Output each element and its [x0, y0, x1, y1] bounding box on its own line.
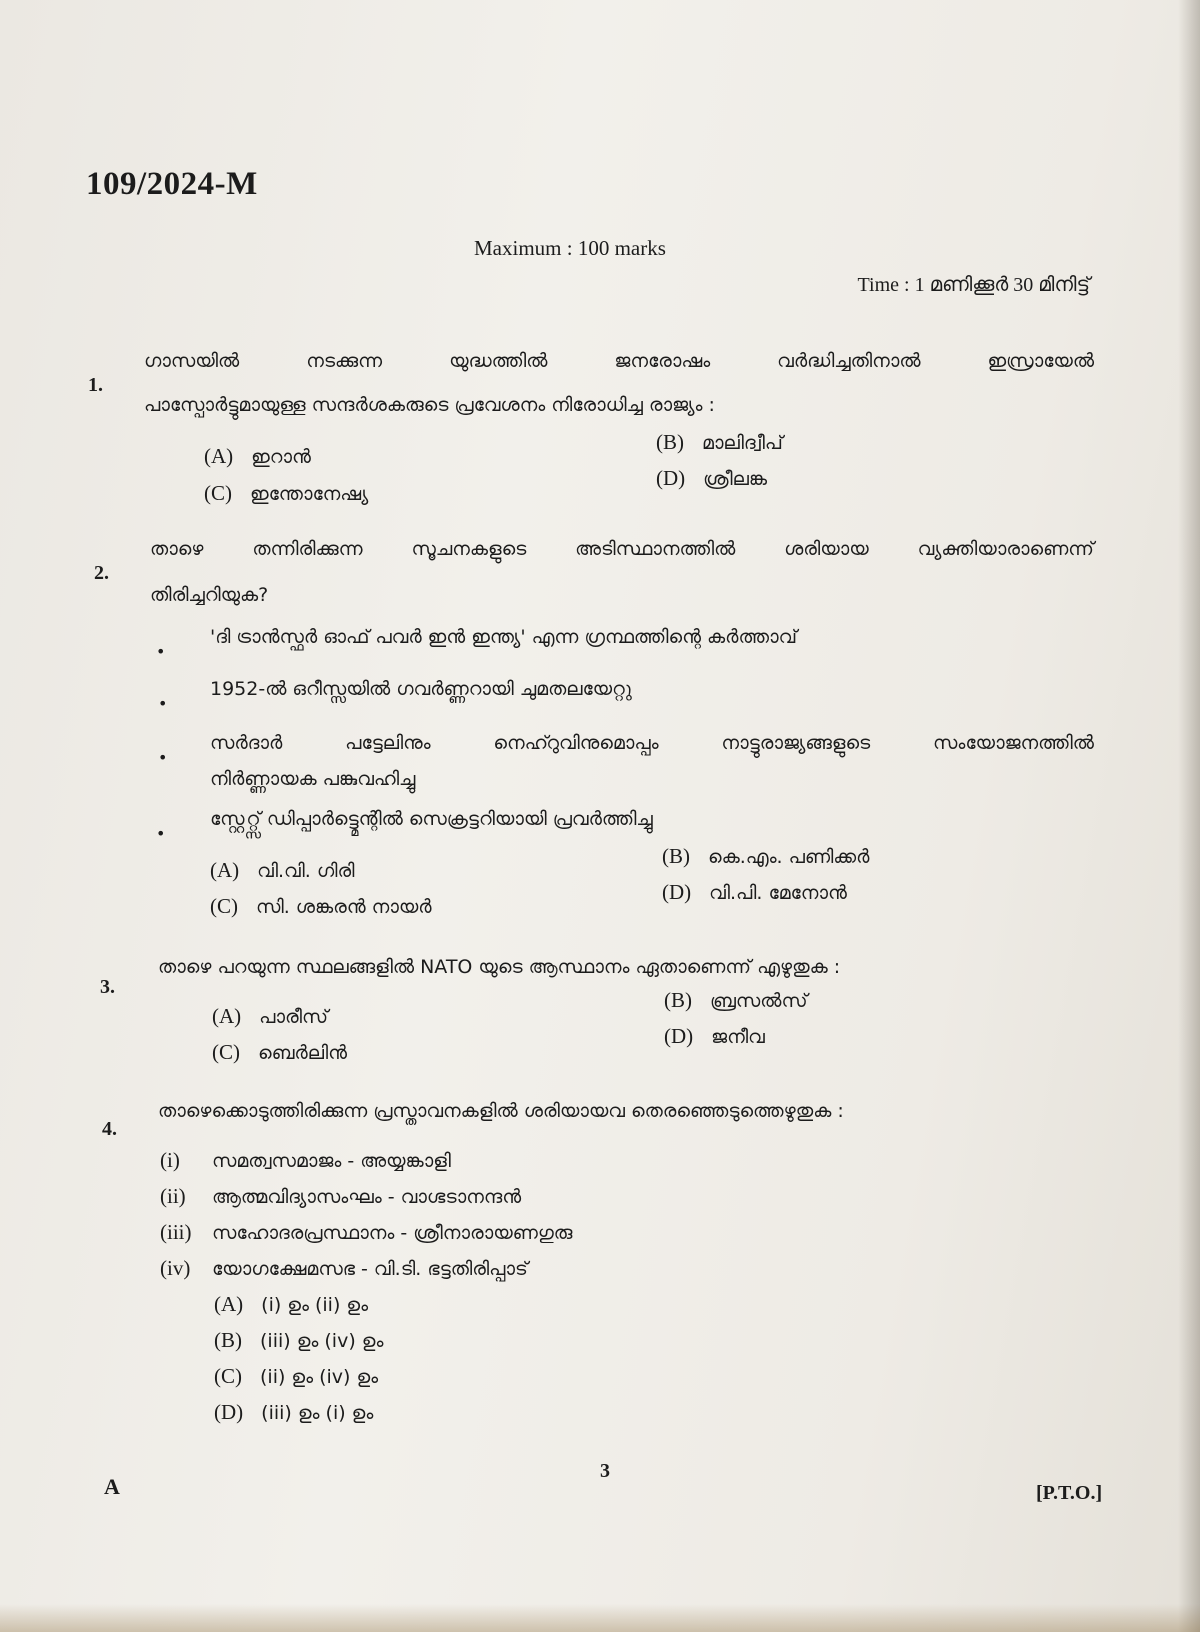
- statement-text: സഹോദരപ്രസ്ഥാനം - ശ്രീനാരായണഗുരു: [212, 1222, 573, 1244]
- q1-option-c: [204, 481, 368, 506]
- q4-option-c: [214, 1364, 378, 1389]
- option-text: ബ്രസൽസ്: [710, 990, 808, 1012]
- option-text: ഇറാൻ: [251, 446, 311, 468]
- paper-code: 109/2024-M: [86, 166, 258, 202]
- please-turn-over: [P.T.O.]: [1036, 1482, 1103, 1504]
- option-label: (D): [664, 1024, 694, 1048]
- page-number: 3: [600, 1460, 610, 1482]
- question-4-number: 4.: [102, 1118, 117, 1140]
- maximum-marks: Maximum : 100 marks: [474, 236, 666, 260]
- q1-option-d: [656, 466, 767, 491]
- question-1-number: 1.: [88, 374, 103, 396]
- option-text: വി.പി. മേനോൻ: [709, 882, 847, 904]
- option-text: (i) ഉം (ii) ഉം: [261, 1294, 369, 1316]
- bullet-mark: •: [156, 824, 166, 843]
- option-label: (D): [662, 880, 692, 904]
- statement-label: (iii): [160, 1220, 192, 1244]
- question-4-line-1: താഴെക്കൊടുത്തിരിക്കുന്ന പ്രസ്താവനകളിൽ ശരിയായവ തെരഞ്ഞെടുത്തെഴുതുക :: [158, 1100, 844, 1122]
- question-2-number: 2.: [94, 562, 109, 584]
- q2-option-d: [662, 880, 847, 905]
- q2-clue-1: 'ദി ട്രാൻസ്ഫർ ഓഫ് പവർ ഇൻ ഇന്ത്യ' എന്ന ഗ്രന്ഥത്തിന്റെ കർത്താവ്: [210, 626, 797, 648]
- q3-option-d: [664, 1024, 765, 1049]
- q4-option-a: [214, 1292, 368, 1317]
- option-label: (C): [204, 481, 232, 505]
- question-3-line-1: താഴെ പറയുന്ന സ്ഥലങ്ങളിൽ NATO യുടെ ആസ്ഥാനം ഏതാണെന്ന് എഴുതുക :: [158, 956, 841, 978]
- option-text: (iii) ഉം (i) ഉം: [261, 1402, 374, 1424]
- q2-clue-4: സ്റ്റേറ്റ്സ് ഡിപ്പാർട്ട്മെന്റിൽ സെക്രട്ടറിയായി പ്രവർത്തിച്ചു: [210, 808, 653, 830]
- option-label: (D): [214, 1400, 244, 1424]
- option-label: (C): [214, 1364, 242, 1388]
- q4-statement-i: [160, 1148, 451, 1173]
- paper-bottom-edge: [0, 1604, 1200, 1632]
- q1-word: ഇസ്രായേൽ: [987, 350, 1094, 372]
- q2-word: അടിസ്ഥാനത്തിൽ: [575, 538, 736, 560]
- q4-statement-iv: [160, 1256, 528, 1281]
- option-text: ശ്രീലങ്ക: [703, 468, 768, 490]
- statement-label: (ii): [160, 1184, 186, 1208]
- option-label: (D): [656, 466, 686, 490]
- q2-option-a: [210, 858, 355, 883]
- q1-word: വർദ്ധിച്ചതിനാൽ: [777, 350, 921, 372]
- bullet-mark: •: [158, 694, 168, 713]
- paper-edge-shadow: [1178, 0, 1200, 1632]
- option-text: കെ.എം. പണിക്കർ: [708, 846, 870, 868]
- q1-word: ഗാസയിൽ: [144, 350, 240, 372]
- q2-clue-word: നാട്ടുരാജ്യങ്ങളുടെ: [721, 732, 871, 754]
- q2-option-c: [210, 894, 432, 919]
- q1-option-b: [656, 430, 783, 455]
- q2-clue-3-line-1: [210, 732, 1094, 754]
- q1-option-a: [204, 444, 311, 469]
- q2-word: വ്യക്തിയാരാണെന്ന്: [917, 538, 1094, 560]
- q4-option-b: [214, 1328, 383, 1353]
- question-1-line-2: പാസ്പോർട്ടുമായുള്ള സന്ദർശകരുടെ പ്രവേശനം നിരോധിച്ച രാജ്യം :: [144, 394, 715, 416]
- q2-clue-2: 1952-ൽ ഒറീസ്സയിൽ ഗവർണ്ണറായി ചുമതലയേറ്റു: [210, 678, 632, 700]
- q3-option-b: [664, 988, 808, 1013]
- question-2-line-2: തിരിച്ചറിയുക?: [150, 584, 269, 606]
- option-text: (iii) ഉം (iv) ഉം: [260, 1330, 384, 1352]
- q3-option-a: [212, 1004, 328, 1029]
- option-text: പാരീസ്: [259, 1006, 329, 1028]
- bullet-mark: •: [156, 642, 166, 661]
- q1-word: ജനരോഷം: [614, 350, 711, 372]
- option-label: (B): [214, 1328, 242, 1352]
- option-label: (A): [214, 1292, 244, 1316]
- question-3-number: 3.: [100, 976, 115, 998]
- q2-option-b: [662, 844, 869, 869]
- option-label: (A): [212, 1004, 242, 1028]
- q2-word: താഴെ: [150, 538, 204, 560]
- option-label: (C): [210, 894, 238, 918]
- q2-clue-word: സർദാർ: [210, 732, 283, 754]
- q4-statement-iii: [160, 1220, 572, 1245]
- statement-text: ആത്മവിദ്യാസംഘം - വാഗ്ഭടാനന്ദൻ: [212, 1186, 522, 1208]
- option-label: (B): [664, 988, 692, 1012]
- q4-option-d: [214, 1400, 373, 1425]
- option-label: (B): [662, 844, 690, 868]
- question-series: A: [104, 1474, 120, 1499]
- option-text: സി. ശങ്കരൻ നായർ: [256, 896, 432, 918]
- q2-clue-3-line-2: നിർണ്ണായക പങ്കുവഹിച്ചു: [210, 768, 416, 790]
- option-label: (B): [656, 430, 684, 454]
- option-text: (ii) ഉം (iv) ഉം: [260, 1366, 379, 1388]
- q2-word: ശരിയായ: [784, 538, 869, 560]
- option-label: (A): [204, 444, 234, 468]
- question-2-line-1: [150, 538, 1094, 560]
- q3-option-c: [212, 1040, 347, 1065]
- bullet-mark: •: [158, 748, 168, 767]
- option-label: (A): [210, 858, 240, 882]
- q1-word: യുദ്ധത്തിൽ: [449, 350, 548, 372]
- q2-word: തന്നിരിക്കുന്ന: [252, 538, 363, 560]
- option-text: ജനീവ: [711, 1026, 765, 1048]
- option-text: ബെർലിൻ: [258, 1042, 347, 1064]
- option-text: വി.വി. ഗിരി: [257, 860, 355, 882]
- statement-label: (i): [160, 1148, 180, 1172]
- option-text: മാലിദ്വീപ്: [702, 432, 783, 454]
- statement-text: സമത്വസമാജം - അയ്യങ്കാളി: [212, 1150, 451, 1172]
- question-1-line-1: [144, 350, 1094, 372]
- option-label: (C): [212, 1040, 240, 1064]
- statement-text: യോഗക്ഷേമസഭ - വി.ടി. ഭട്ടതിരിപ്പാട്: [212, 1258, 528, 1280]
- q2-clue-word: പട്ടേലിനും: [345, 732, 431, 754]
- q1-word: നടക്കുന്ന: [306, 350, 383, 372]
- q4-statement-ii: [160, 1184, 521, 1209]
- q2-word: സൂചനകളുടെ: [411, 538, 527, 560]
- statement-label: (iv): [160, 1256, 191, 1280]
- q2-clue-word: നെഹ്റുവിനുമൊപ്പം: [493, 732, 659, 754]
- option-text: ഇന്തോനേഷ്യ: [250, 483, 369, 505]
- q2-clue-word: സംയോജനത്തിൽ: [933, 732, 1094, 754]
- time-allowed: Time : 1 മണിക്കൂർ 30 മിനിട്ട്: [857, 274, 1090, 296]
